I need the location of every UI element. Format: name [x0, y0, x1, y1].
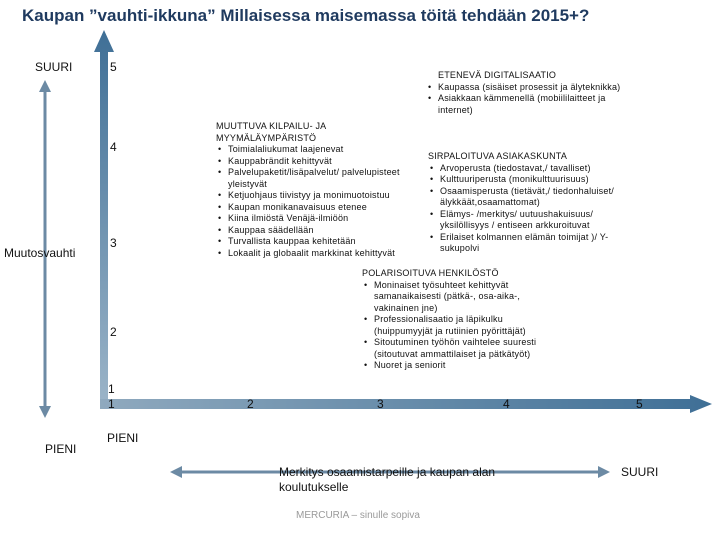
y-tick-2: 2: [110, 325, 117, 339]
staff-box: [362, 268, 562, 372]
x-axis-right-label: SUURI: [621, 465, 659, 479]
list-item: • Kiina ilmiöstä Venäjä-ilmiöön: [216, 213, 412, 225]
page-title: Kaupan ”vauhti-ikkuna” Millaisessa maisemassa töitä tehdään 2015+?: [22, 6, 590, 25]
list-item: • Lokaalit ja globaalit markkinat kehittyvät: [216, 248, 412, 260]
vertical-axis-arrow: [94, 30, 114, 405]
x-tick-4: 4: [503, 397, 510, 411]
y-tick-1: 1: [108, 382, 115, 396]
customers-box: [428, 151, 640, 255]
list-item: • Professionalisaatio ja läpikulku (huippumyyjät ja rutiinien pyörittäjät): [362, 314, 562, 337]
horizontal-axis-arrow: [100, 395, 712, 413]
digitalisation-box: [426, 70, 641, 116]
competition-heading: MUUTTUVA KILPAILU- JA MYYMÄLÄYMPÄRISTÖ: [216, 121, 326, 143]
list-item: • Palvelupaketit/lisäpalvelut/ palvelupisteet yleistyvät: [216, 167, 412, 190]
x-tick-3: 3: [377, 397, 384, 411]
list-item: • Arvoperusta (tiedostavat,/ tavalliset): [428, 163, 640, 175]
list-item: • Erilaiset kolmannen elämän toimijat )/ Y-sukupolvi: [428, 232, 640, 255]
list-item: • Ketjuohjaus tiivistyy ja monimuotoistuu: [216, 190, 412, 202]
list-item: • Kaupan monikanavaisuus etenee: [216, 202, 412, 214]
staff-heading: POLARISOITUVA HENKILÖSTÖ: [362, 268, 499, 278]
y-tick-5: 5: [110, 60, 117, 74]
list-item: • Nuoret ja seniorit: [362, 360, 562, 372]
customers-heading: SIRPALOITUVA ASIAKASKUNTA: [428, 151, 568, 161]
x-axis-left-label: PIENI: [107, 431, 139, 445]
list-item: • Kauppaa säädellään: [216, 225, 412, 237]
x-tick-2: 2: [247, 397, 254, 411]
y-axis-bottom-label: PIENI: [45, 442, 77, 456]
list-item: • Osaamisperusta (tietävät,/ tiedonhaluiset/ älykkäät,osaamattomat): [428, 186, 640, 209]
list-item: • Asiakkaan kämmenellä (mobiililaitteet ja internet): [426, 93, 641, 116]
x-axis-caption: Merkitys osaamistarpeille ja kaupan alan koulutukselle: [279, 465, 496, 494]
footer-text: MERCURIA – sinulle sopiva: [296, 510, 420, 521]
competition-box: [216, 121, 412, 259]
list-item: • Kaupassa (sisäiset prosessit ja älyteknikka): [426, 82, 641, 94]
list-item: • Moninaiset työsuhteet kehittyvät samanaikaisesti (pätkä-, osa-aika-, vakinainen jne): [362, 280, 562, 315]
list-item: • Turvallista kauppaa kehitetään: [216, 236, 412, 248]
list-item: • Kauppabrändit kehittyvät: [216, 156, 412, 168]
y-axis-mid-label: Muutosvauhti: [4, 246, 76, 260]
y-axis-top-label: SUURI: [35, 60, 73, 74]
x-tick-5: 5: [636, 397, 643, 411]
list-item: • Sitoutuminen työhön vaihtelee suuresti (sitoutuvat ammattilaiset ja pätkätyöt): [362, 337, 562, 360]
x-tick-1: 1: [108, 397, 115, 411]
y-tick-3: 3: [110, 236, 117, 250]
list-item: • Toimialaliukumat laajenevat: [216, 144, 412, 156]
y-tick-4: 4: [110, 140, 117, 154]
list-item: • Kulttuuriperusta (monikulttuurisuus): [428, 174, 640, 186]
list-item: • Elämys- /merkitys/ uutuushakuisuus/ yksilöllisyys / entiseen arkkuroituvat: [428, 209, 640, 232]
digitalisation-heading: ETENEVÄ DIGITALISAATIO: [438, 70, 557, 80]
